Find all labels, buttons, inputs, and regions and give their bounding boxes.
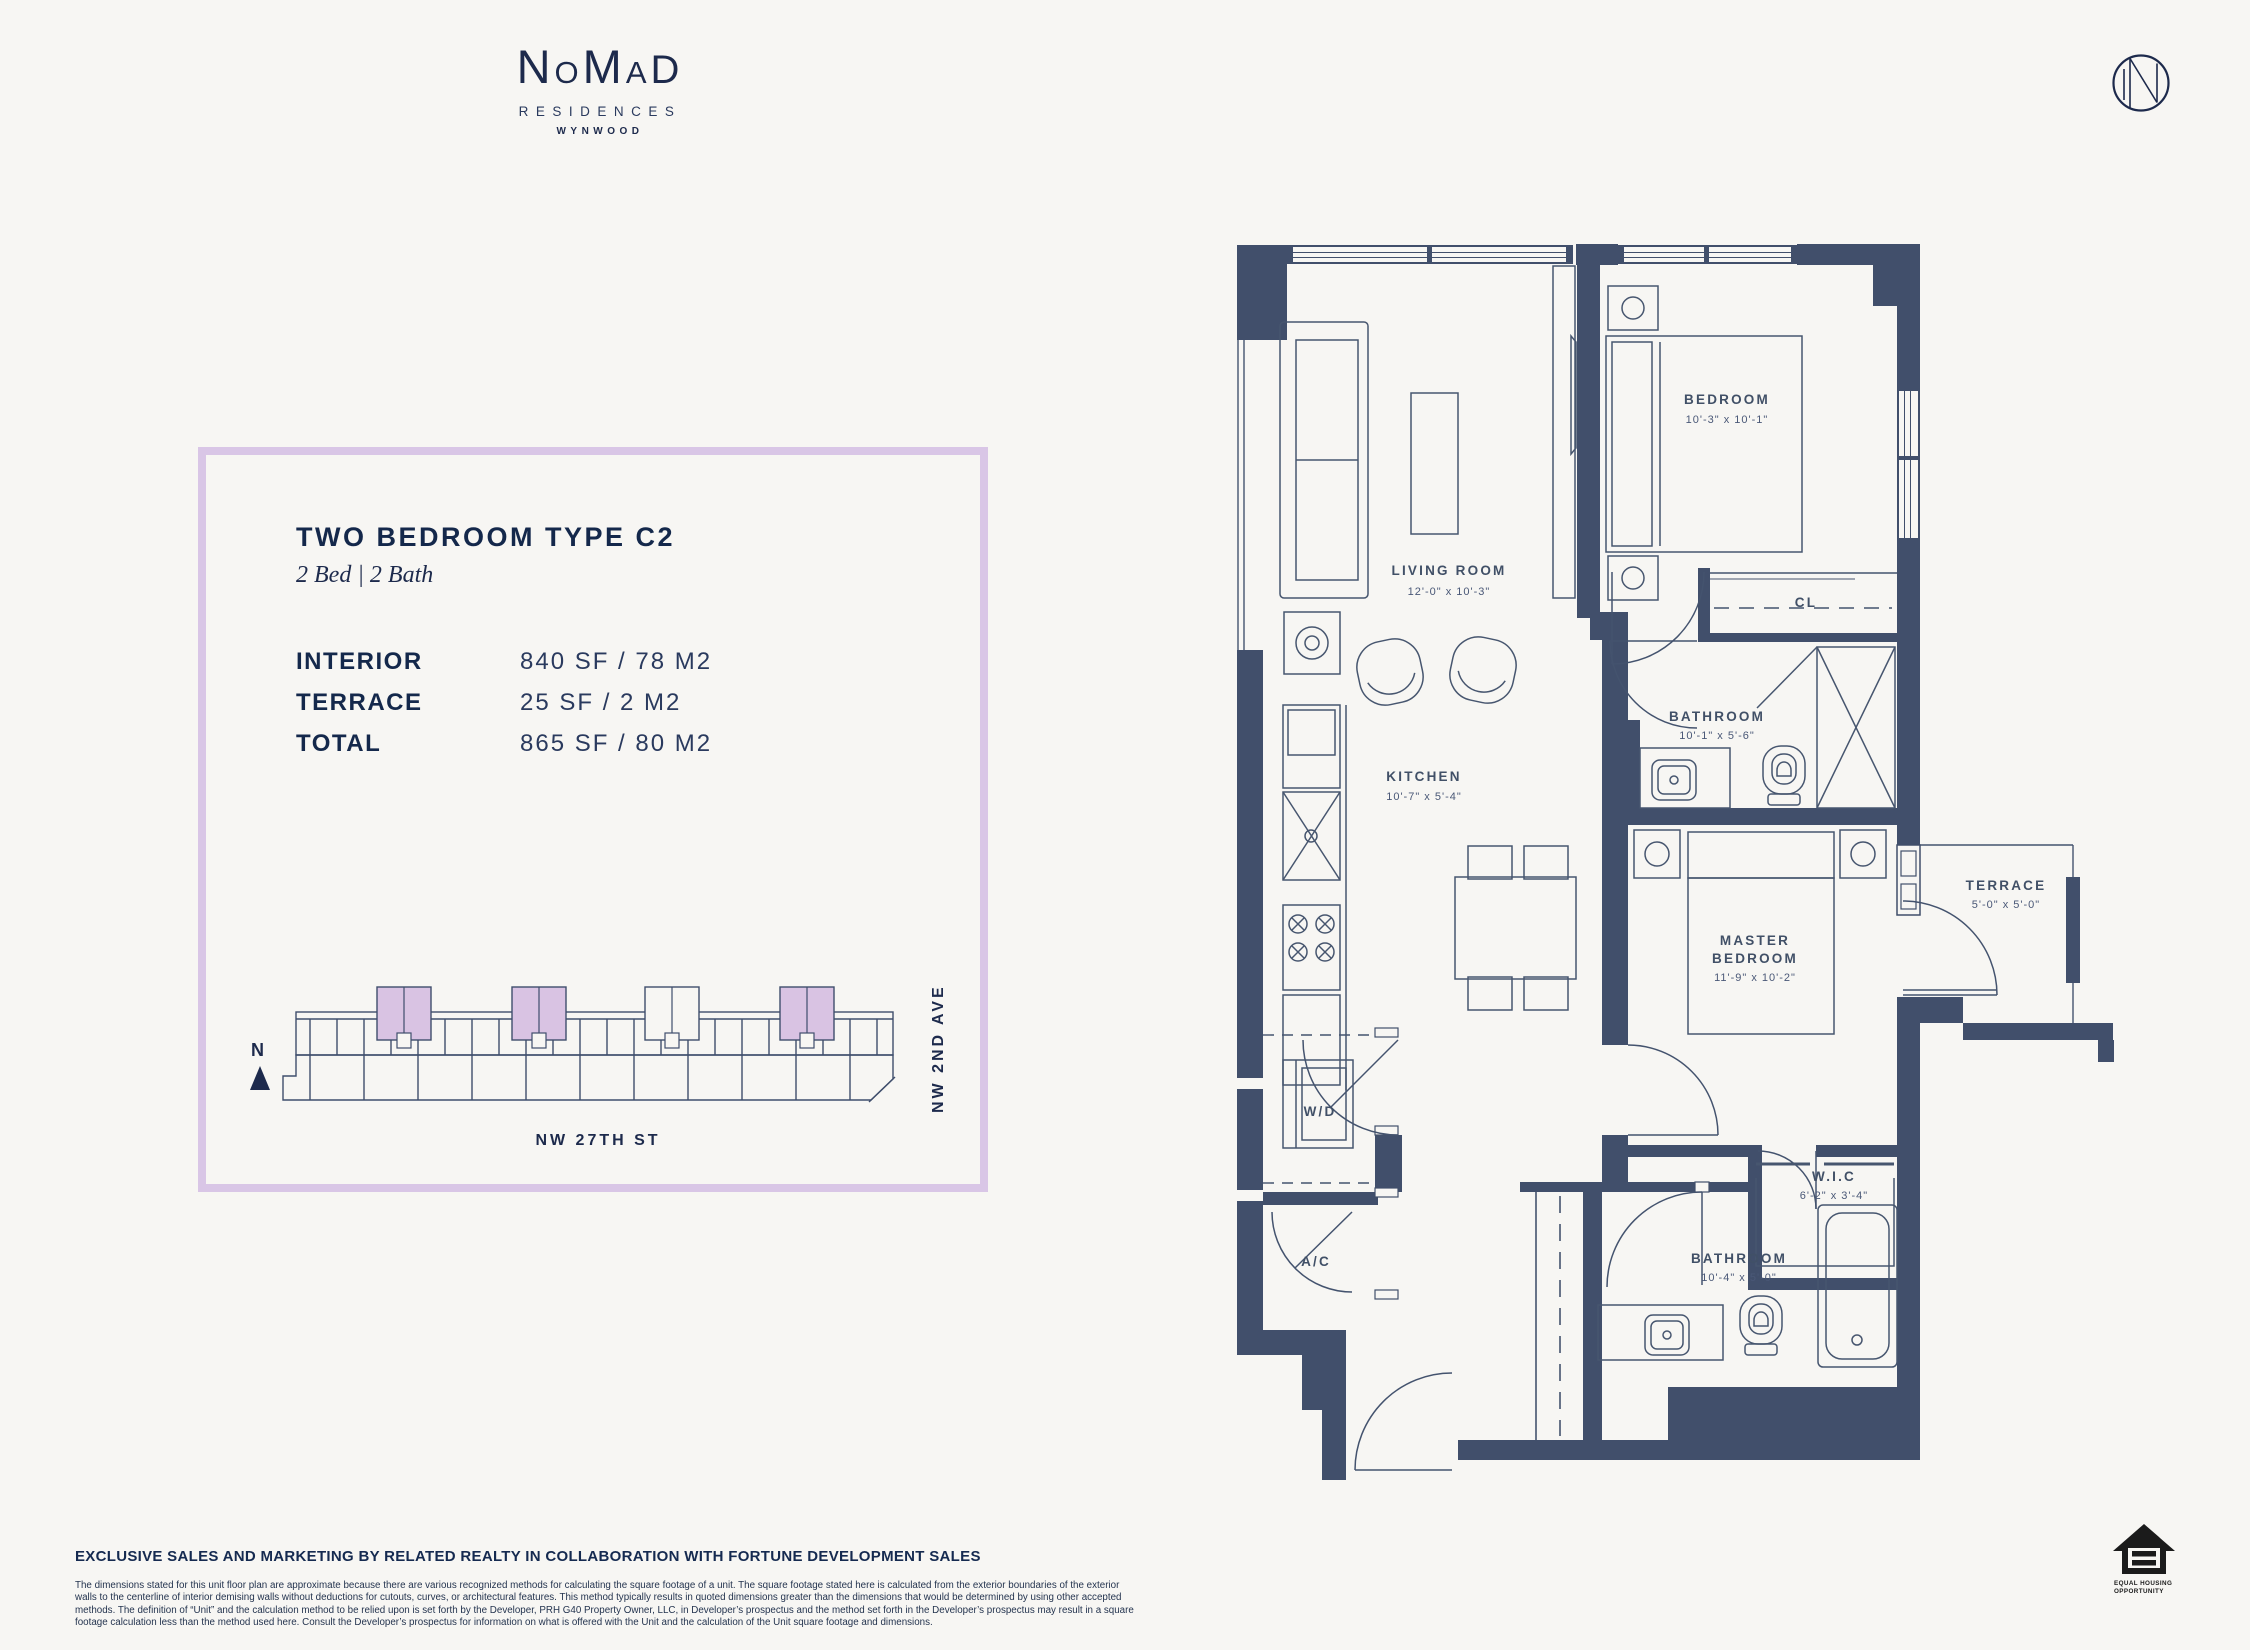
room-dims-living: 12'-0" x 10'-3" [1407,586,1491,598]
stat-label: TERRACE [296,689,423,716]
brand-letter: N [516,40,555,93]
windows [1287,246,1919,543]
disclaimer-line: walls to the centerline of interior demising walls without deductions for cutouts, curves, or architectural features. This method typically results in quoted dimensions greater than the dimensions that would be determined by using other accepted [75,1592,1122,1604]
brand-logo [430,38,770,137]
room-dims-bedroom: 10'-3" x 10'-1" [1685,414,1769,426]
stat-row-interior [296,648,712,676]
street-label-right: NW 2ND AVE [930,984,947,1113]
stat-label: TOTAL [296,730,382,757]
unit-title: TWO BEDROOM TYPE C2 [296,522,676,552]
room-dims-bathroom1: 10'-1" x 5'-6" [1679,730,1755,742]
eho-line1: EQUAL HOUSING [2114,1580,2173,1587]
disclaimer-line: methods. The definition of “Unit” and the calculation method to be relied upon is set forth by the Developer, PRH G40 Property Owner, LLC, in Developer’s prospectus and the method set forth in the Developer’s prospectus may result in a square [75,1604,1134,1616]
equal-housing-icon [2112,1522,2176,1600]
north-arrow-icon [250,1066,270,1090]
room-dims-kitchen: 10'-7" x 5'-4" [1386,791,1462,803]
footer-disclaimer [75,1580,1275,1630]
room-label-wd: W/D [1303,1104,1337,1119]
stat-value: 865 SF / 80 M2 [520,730,713,757]
room-label-wic: W.I.C [1812,1169,1856,1184]
brand-letter: O [554,55,583,90]
room-label-closet: CL [1794,595,1818,610]
stat-label: INTERIOR [296,648,423,675]
disclaimer-line: The dimensions stated for this unit floor plan are approximate because there are various recognized methods for calculating the square footage of a unit. The square footage stated here is calculated from the exterior boundaries of the exterior [75,1580,1120,1591]
brand-letter: M [582,40,626,93]
north-label: N [251,1040,264,1060]
room-dims-master: 11'-9" x 10'-2" [1714,972,1796,984]
brand-letter: A [625,55,651,90]
street-label-bottom: NW 27TH ST [535,1132,661,1149]
room-label-ac: A/C [1301,1254,1331,1269]
room-label-master-1: MASTER [1719,933,1791,948]
room-label-bathroom2: BATHROOM [1690,1251,1788,1266]
terrace-jamb [1897,845,1920,915]
room-dims-bathroom2: 10'-4" x 5'-0" [1701,1272,1777,1284]
brand-residences: RESIDENCES [518,104,682,119]
bathroom2-jamb [1695,1182,1709,1192]
floor-plan [1220,220,2120,1510]
thin-walls [1238,340,2073,1440]
footer-heading: EXCLUSIVE SALES AND MARKETING BY RELATED REALTY IN COLLABORATION WITH FORTUNE DEVELOPMENT SALES [75,1548,981,1565]
room-label-kitchen: KITCHEN [1386,769,1462,784]
stat-row-terrace [296,689,712,717]
unit-stats [296,648,712,771]
unit-subtitle: 2 Bed | 2 Bath [296,562,434,588]
room-dims-wic: 6'-2" x 3'-4" [1799,1190,1869,1202]
brand-wordmark [430,38,770,100]
room-label-bedroom: BEDROOM [1684,392,1770,407]
stat-value: 25 SF / 2 M2 [520,689,682,716]
room-dims-terrace: 5'-0" x 5'-0" [1971,899,2041,911]
monogram-icon [2104,46,2178,120]
disclaimer-line: footage calculation less than the method used here. Consult the Developer’s prospectus for information on what is offered with the Unit and the calculation of the Unit square footage and dimensions. [75,1617,933,1629]
brand-letter: D [650,48,684,92]
room-label-bathroom1: BATHROOM [1668,709,1766,724]
eho-line2: OPPORTUNITY [2114,1588,2164,1595]
site-diagram [198,960,988,1195]
room-label-master-2: BEDROOM [1712,951,1798,966]
room-label-living: LIVING ROOM [1391,563,1507,578]
brand-location: WYNWOOD [556,126,644,137]
stat-value: 840 SF / 78 M2 [520,648,713,675]
stat-row-total [296,730,712,758]
room-label-terrace: TERRACE [1965,878,2047,893]
